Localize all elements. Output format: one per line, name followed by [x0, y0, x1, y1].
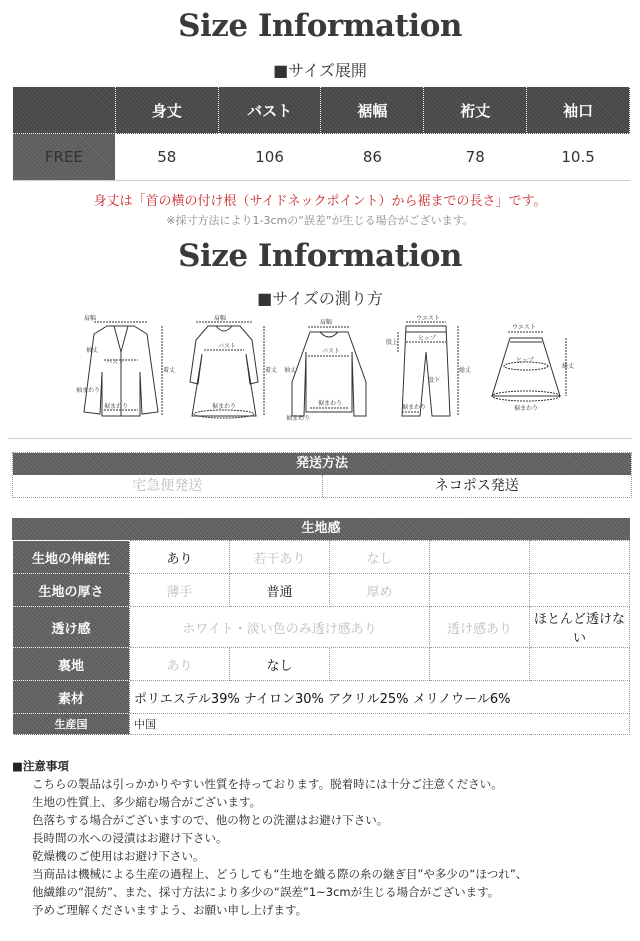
coat-sleeve-opening-label: 袖まわり	[76, 387, 101, 394]
size-value-sleeve-length: 78	[424, 134, 527, 181]
length-definition-note: 身丈は「首の横の付け根（サイドネックポイント）から裾までの長さ」です。	[93, 194, 547, 209]
size-value-length: 58	[115, 134, 218, 181]
skirt-waist-label: ウエスト	[512, 324, 537, 331]
dress-measure-diagram	[178, 312, 278, 424]
caution-line: 当商品は機械による生産の過程上、どうしても“生地を織る際の糸の継ぎ目”や多少の“ほつれ”、	[32, 867, 528, 881]
size-table-header-row	[13, 87, 630, 134]
shipping-section	[12, 452, 632, 498]
stretch-option-no: なし	[330, 541, 430, 574]
size-value-cuff: 10.5	[527, 134, 630, 181]
skirt-hem-label: 裾まわり	[514, 405, 539, 412]
lining-empty-2	[430, 648, 530, 681]
stretch-empty-2	[530, 541, 630, 574]
size-chart-subtitle: ■サイズ展開	[273, 61, 367, 80]
skirt-hip-label: ヒップ	[516, 357, 534, 364]
sheerness-option-light-colors: ホワイト・淡い色のみ透け感あり	[130, 607, 430, 648]
shipping-options	[13, 475, 631, 497]
caution-section	[12, 757, 628, 919]
shipping-option-takkyubin: 宅急便発送	[13, 475, 323, 497]
section-divider	[8, 438, 632, 439]
caution-line: 生地の性質上、多少縮む場合がございます。	[32, 795, 262, 809]
coat-hem-label: 裾まわり	[104, 403, 129, 410]
fabric-title: 生地感	[12, 518, 630, 540]
sheerness-option-barely: ほとんど透けない	[530, 607, 630, 648]
skirt-length-label: 総丈	[562, 363, 575, 370]
coat-sleeve-label: 袖丈	[86, 347, 99, 354]
thickness-option-normal: 普通	[230, 574, 330, 607]
thickness-empty-2	[530, 574, 630, 607]
origin-value: 中国	[130, 714, 630, 735]
lining-empty-1	[330, 648, 430, 681]
fabric-section	[12, 518, 630, 735]
dress-length-label: 着丈	[265, 367, 278, 374]
dress-bust-label: バスト	[218, 343, 237, 350]
lining-option-yes: あり	[130, 648, 230, 681]
top-shoulder-label: 肩幅	[320, 319, 333, 326]
top-sleeve-label: 袖丈	[284, 367, 297, 374]
shipping-option-nekopos: ネコポス発送	[434, 478, 519, 494]
caution-line: こちらの製品は引っかかりやすい性質を持っております。脱着時には十分ご注意ください。	[32, 777, 503, 791]
shipping-title: 発送方法	[13, 453, 631, 475]
top-measure-diagram	[282, 312, 378, 424]
dress-hem-label: 裾まわり	[212, 403, 237, 410]
how-to-measure-subtitle: ■サイズの測り方	[257, 289, 383, 308]
stretch-label: 生地の伸縮性	[13, 541, 130, 574]
dress-shoulder-label: 肩幅	[214, 315, 227, 322]
sheerness-label: 透け感	[13, 607, 130, 648]
size-header-blank	[13, 87, 116, 134]
size-label: FREE	[13, 134, 116, 181]
size-header-sleeve-length: 裄丈	[424, 87, 527, 134]
caution-line: 予めご理解くださいますよう、お願い申し上げます。	[32, 903, 308, 917]
caution-line: 長時間の水への浸漬はお避け下さい。	[32, 831, 228, 845]
material-value: ポリエステル39% ナイロン30% アクリル25% メリノウール6%	[130, 681, 630, 714]
size-info-title: Size Information	[178, 8, 462, 44]
coat-shoulder-label: 肩幅	[84, 315, 97, 322]
fabric-row-thickness	[13, 574, 630, 607]
thickness-label: 生地の厚さ	[13, 574, 130, 607]
thickness-option-thin: 薄手	[130, 574, 230, 607]
pants-inseam-label: 股下	[428, 377, 441, 384]
top-bust-label: バスト	[322, 348, 341, 355]
size-header-length: 身丈	[115, 87, 218, 134]
stretch-empty-1	[430, 541, 530, 574]
pants-hem-label: 裾まわり	[402, 404, 427, 411]
skirt-measure-diagram	[480, 312, 576, 424]
pants-waist-label: ウエスト	[416, 315, 441, 322]
pants-measure-diagram	[386, 312, 472, 424]
fabric-row-sheerness	[13, 607, 630, 648]
pants-length-label: 総丈	[459, 367, 472, 374]
size-value-bust: 106	[218, 134, 321, 181]
pants-rise-label: 股上	[386, 339, 399, 346]
fabric-row-stretch	[13, 541, 630, 574]
lining-empty-3	[530, 648, 630, 681]
fabric-row-origin	[13, 714, 630, 735]
measurement-error-note: ※採寸方法により1-3cmの“誤差”が生じる場合がございます。	[166, 214, 474, 227]
material-label: 素材	[13, 681, 130, 714]
size-info-title-2: Size Information	[178, 238, 462, 274]
pants-hip-label: ヒップ	[418, 335, 436, 342]
fabric-row-material	[13, 681, 630, 714]
thickness-option-thick: 厚め	[330, 574, 430, 607]
origin-label: 生産国	[13, 714, 130, 735]
thickness-empty-1	[430, 574, 530, 607]
coat-bust-label: バスト	[106, 359, 125, 366]
size-value-hem: 86	[321, 134, 424, 181]
size-header-bust: バスト	[218, 87, 321, 134]
caution-line: 乾燥機のご使用はお避け下さい。	[32, 849, 205, 863]
caution-heading: ■注意事項	[12, 759, 69, 773]
stretch-option-yes: あり	[130, 541, 230, 574]
size-header-cuff: 袖口	[527, 87, 630, 134]
top-sleeve-opening-label: 袖まわり	[286, 415, 311, 422]
coat-length-label: 着丈	[163, 367, 176, 374]
lining-option-no: なし	[230, 648, 330, 681]
sheerness-option-sheer: 透け感あり	[430, 607, 530, 648]
fabric-table	[12, 540, 630, 735]
stretch-option-slight: 若干あり	[230, 541, 330, 574]
lining-label: 裏地	[13, 648, 130, 681]
caution-line: 色落ちする場合がございますので、他の物との洗濯はお避け下さい。	[32, 813, 389, 827]
coat-measure-diagram	[72, 312, 176, 424]
fabric-row-lining	[13, 648, 630, 681]
size-header-hem: 裾幅	[321, 87, 424, 134]
size-table-row	[13, 134, 630, 181]
size-table	[12, 86, 630, 181]
top-hem-label: 裾まわり	[318, 400, 343, 407]
caution-line: 他繊維の“混紡”、また、採寸方法により多少の“誤差”1~3cmが生じる場合がございます。	[32, 885, 500, 899]
